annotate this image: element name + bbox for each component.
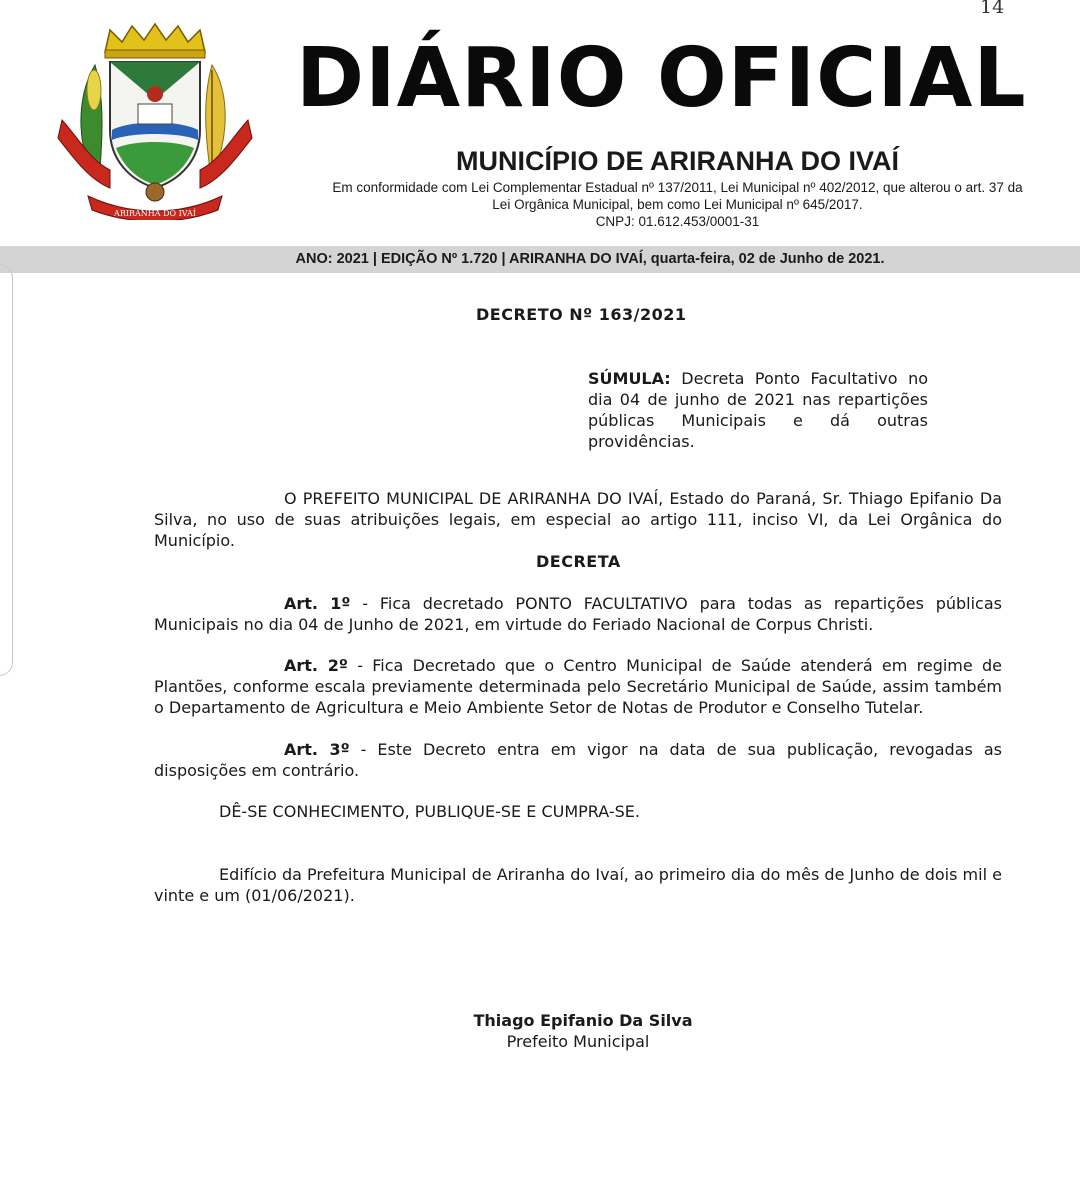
edition-bar xyxy=(0,246,1080,273)
article-2-text: - Fica Decretado que o Centro Municipal de Saúde atenderá em regime de Plantões, conforme escala previamente determinada pelo Secretário Municipal de Saúde, assim também o Departamento de Agricultura e Meio Ambiente Setor de Notas de Produtor e Conselho Tutelar. xyxy=(154,656,1002,717)
signer-role: Prefeito Municipal xyxy=(506,1032,650,1051)
article-1-label: Art. 1º xyxy=(284,594,351,613)
page-curl-edge xyxy=(0,264,13,676)
municipal-coat-of-arms xyxy=(50,20,260,220)
article-2 xyxy=(154,655,1002,718)
preamble: O PREFEITO MUNICIPAL DE ARIRANHA DO IVAÍ, Estado do Paraná, Sr. Thiago Epifanio Da Silva, no uso de suas atribuições legais, em especial ao artigo 111, inciso VI, da Lei Orgânica do Município. xyxy=(154,489,1002,550)
edition-info: ANO: 2021 | EDIÇÃO Nº 1.720 | ARIRANHA DO IVAÍ, quarta-feira, 02 de Junho de 2021. xyxy=(295,251,885,267)
crest-ribbon-text: ARIRANHA DO IVAÍ xyxy=(114,209,196,218)
publish-order: DÊ-SE CONHECIMENTO, PUBLIQUE-SE E CUMPRA-SE. xyxy=(219,802,640,821)
article-3-label: Art. 3º xyxy=(284,740,350,759)
crown-icon xyxy=(105,24,205,52)
article-3 xyxy=(154,739,1002,781)
legal-notice xyxy=(290,179,1065,230)
article-1 xyxy=(154,593,1002,635)
cnpj: CNPJ: 01.612.453/0001-31 xyxy=(595,214,760,229)
sumula xyxy=(588,368,928,452)
sumula-label: SÚMULA: xyxy=(588,369,671,388)
decree-number: DECRETO Nº 163/2021 xyxy=(476,305,687,324)
page-number: 14 xyxy=(980,0,1005,18)
legal-line-1: Em conformidade com Lei Complementar Estadual nº 137/2011, Lei Municipal nº 402/2012, que alterou o art. 37 da xyxy=(332,180,1023,195)
article-2-label: Art. 2º xyxy=(284,656,348,675)
article-3-text: - Este Decreto entra em vigor na data de sua publicação, revogadas as disposições em contrário. xyxy=(154,740,1002,780)
sumula-text: Decreta Ponto Facultativo no dia 04 de junho de 2021 nas repartições públicas Municipais e dá outras providências. xyxy=(588,369,929,451)
decreta-heading: DECRETA xyxy=(536,552,621,571)
legal-line-2: Lei Orgânica Municipal, bem como Lei Municipal nº 645/2017. xyxy=(492,197,863,212)
closing-paragraph: Edifício da Prefeitura Municipal de Ariranha do Ivaí, ao primeiro dia do mês de Junho de dois mil e vinte e um (01/06/2021). xyxy=(154,865,1002,905)
article-1-text: - Fica decretado PONTO FACULTATIVO para todas as repartições públicas Municipais no dia 04 de Junho de 2021, em virtude do Feriado Nacional de Corpus Christi. xyxy=(154,594,1002,634)
municipality-name: MUNICÍPIO DE ARIRANHA DO IVAÍ xyxy=(455,146,899,176)
gear-icon xyxy=(146,183,164,201)
signer-name: Thiago Epifanio Da Silva xyxy=(473,1011,693,1030)
journal-title: DIÁRIO OFICIAL xyxy=(296,31,1027,126)
